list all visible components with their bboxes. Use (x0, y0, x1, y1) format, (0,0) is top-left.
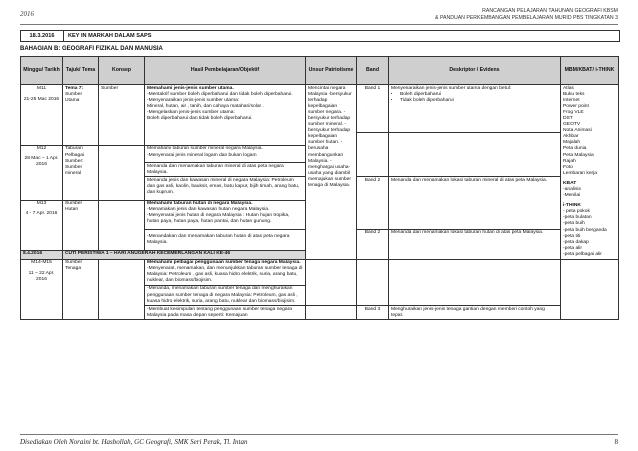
week-label: M13 (36, 201, 47, 207)
outcome-line: -Menamakan jenis dan kawasan hutan negara Malaysia. (147, 207, 270, 213)
outcome-title: Memahami jenis-jenis sumber utama. (147, 85, 234, 91)
date-bar-date: 18.3.2016 (21, 31, 64, 41)
descriptor-bullet: • Tidak boleh diperbaharui (400, 98, 558, 104)
outcome-line: Mineral, hutan, air , tanih, dan cahaya matahari/solar . (147, 103, 264, 109)
concept-m11: Sumber (99, 85, 145, 146)
outcome-line: -Mengelaskan jenis-jenis sumber utama: (147, 109, 235, 115)
lesson-plan-table (20, 56, 619, 320)
week-dates: 28 Mac – 1 Apr. 2016 (24, 155, 59, 167)
descriptor-band-3: Menghuraikan jenis-jenis tenaga gantian dengan memberi contoh yang tepat. (389, 306, 561, 320)
week-label: M14-M15 (31, 260, 52, 266)
outcome-line: -Menyenaraikan jenis-jenis sumber utama: (147, 97, 240, 103)
band-empty (357, 133, 389, 177)
header-year: 2016 (20, 10, 34, 18)
kbat-item: -analisis (563, 187, 581, 192)
descriptor-text: Menyenaraikan jenis-jenis sumber utama dengan betul: (391, 85, 512, 91)
table-row (21, 85, 619, 133)
outcome-m14 (145, 259, 306, 285)
resource-item: Majalah (563, 140, 581, 146)
page-number: 8 (614, 438, 618, 446)
patriotic-empty (306, 259, 357, 306)
holiday-title: CUTI PERISTIWA 1 – HARI ANUGERAH KECEMERLANGAN KALI KE-46 (63, 250, 306, 259)
descriptor-band-1 (389, 85, 561, 133)
resource-item: Nota Animasi (563, 128, 592, 134)
ithink-item: - peta pokok (563, 209, 590, 215)
topic-theme: Tema 7: (65, 85, 84, 91)
ithink-item: -peta buih berganda (563, 227, 607, 233)
outcome-title: Memahami taburan hutan di negara Malaysia. (147, 201, 253, 207)
header-patriotic: Unsur Patriotisme (306, 57, 357, 85)
header-topic: Tajuk/ Tema (63, 57, 99, 85)
resource-item: Peta Malaysia (563, 152, 594, 158)
patriotic-cell: Mencintai negara Malaysia -bersyukur terhadap kepelbagaian sumber negara. -bersyukur terhadap sumber mineral. -bersyukur terhadap kepelbagaian sumber hutan. -berusaha membangunkan Malaysia. -menghargai usaha-usaha yang diambil memajukan sumber tenaga di Malaysia. (306, 85, 357, 260)
resource-item: Lembaran kerja (563, 170, 597, 176)
resource-item: Peta dunia (563, 146, 587, 152)
header-outcome: Hasil Pembelajaran/Objektif (145, 57, 306, 85)
week-m13 (21, 200, 63, 250)
topic-line: Hutan (65, 207, 79, 213)
ithink-item: -peta pelbagai alir (563, 251, 602, 257)
header-band: Band (357, 57, 389, 85)
holiday-date: 8.4.2016 (21, 250, 63, 259)
descriptor-empty (389, 133, 561, 177)
ithink-title: i-THINK (563, 203, 581, 209)
band-empty (357, 259, 389, 306)
topic-line: Pelbagai (65, 152, 85, 158)
descriptor-bullet: • Boleh diperbaharui (400, 92, 558, 98)
topic-m14 (63, 259, 99, 320)
outcome-m14b: -Menanda, menamakan taburan sumber tenaga dan menghuraikan penggunaan sumber tenaga di negara Malaysia: Petroleum, gas asli , kuasa hidro elektrik, suria, arang batu, nuklear dan biomass/biojisim. (145, 285, 306, 305)
header-resources: MBM/KBAT/ i-THINK (561, 57, 619, 85)
topic-line: Sumber: (65, 158, 84, 164)
week-m14 (21, 259, 63, 320)
resource-item: Foto (563, 164, 573, 170)
resource-item: Internet (563, 97, 580, 103)
band-1: Band 1 (357, 85, 389, 133)
outcome-m13-map: -Menandakan dan menamakan taburan hutan di atas peta negara Malaysia. (145, 229, 306, 250)
footer-rule (20, 434, 618, 435)
descriptor-band-2a: Menanda dan menamakan lokasi taburan mineral di atas peta Malaysia. (389, 177, 561, 230)
ithink-item: -peta bulatan (563, 215, 592, 221)
outcome-m11 (145, 85, 306, 146)
week-m11 (21, 85, 63, 146)
week-dates: 4 - 7 Apr. 2016 (25, 211, 58, 217)
outcome-m12a (145, 145, 306, 162)
header-title-line1: RANCANGAN PELAJARAN TAHUNAN GEOGRAFI KBSM (482, 8, 618, 14)
band-2a: Band 2 (357, 177, 389, 230)
week-label: M11 (36, 85, 47, 91)
header-title-line2: & PANDUAN PERKEMBANGAN PEMBELAJARAN MURID PBS TINGKATAN 3 (435, 15, 618, 21)
outcome-m12d: Menanda jenis dan kawasan mineral di negara Malaysia: Petroleum dan gas asli, kaolin, bauksit, emas, batu kapur, bijih timah, arang batu, dan kuprum. (145, 177, 306, 200)
outcome-m14c: -Membuat kesimpulan tentang penggunaan sumber tenaga negara Malaysia pada masa depan seperti: Kemajuan (145, 306, 306, 320)
outcome-line: Memahami taburan sumber mineral negara Malaysia. (147, 146, 263, 152)
topic-line: Sumber (65, 164, 83, 170)
table-header-row (21, 57, 619, 85)
topic-line: Tenaga (65, 266, 82, 272)
resource-item: Frog VLE (563, 109, 584, 115)
week-dates: 11 – 22 Apr. 2016 (28, 271, 55, 283)
resource-item: Rajah (563, 158, 576, 164)
table-row (21, 259, 619, 285)
section-title: BAHAGIAN B: GEOGRAFI FIZIKAL DAN MANUSIA (20, 46, 163, 52)
outcome-line: -Mentakrif sumber boleh diperbaharui dan tidak boleh diperbaharui. (147, 91, 293, 97)
concept-m12 (99, 145, 145, 200)
date-bar-title: KEY IN MARKAH DALAM SAPS (68, 33, 152, 39)
topic-line: Sumber (65, 260, 83, 266)
band-2b: Band 2 (357, 229, 389, 259)
band-3: Band 3 (357, 306, 389, 320)
resource-item: Akhbar (563, 134, 579, 140)
outcome-line: -Menyenarai jenis mineral logam dan bukan logam (147, 152, 257, 158)
resources-cell (561, 85, 619, 260)
ithink-item: -peta alir (563, 245, 583, 251)
topic-name: Sumber Utama (65, 91, 83, 103)
footer-credit: Disediakan Oleh Noraini bt. Hasbollah, GC Geografi, SMK Seri Perak, Tl. Intan (20, 438, 248, 446)
outcome-title: Memahami pelbagai penggunaan sumber tenaga negara Malaysia. (147, 260, 301, 266)
week-dates: 21-25 Mac 2016 (23, 96, 60, 102)
footer (20, 438, 618, 446)
week-label: M12 (36, 146, 47, 152)
resource-item: Power point (563, 103, 589, 109)
kbat-title: KBAT (563, 180, 577, 186)
resource-item: DST (563, 115, 573, 121)
ithink-item: -peta titi (563, 233, 581, 239)
outcome-line: -MenyenaraI, menamakan, dan menunjukkan taburan sumber tenaga di Malaysia: Petroleum , gas asli, kuasa hidro elektrik, suria, arang batu, nuklear, dan biomass/biojisim. (147, 266, 303, 284)
ithink-item: -peta dakap (563, 239, 589, 245)
header-rule (20, 24, 618, 25)
outcome-line: -Menyenarai jenis hutan di negara Malaysia : Hutan hujan tropika, hutan paya, hutan paya, hutan pantai, dan hutan gunung. (147, 213, 290, 225)
topic-line: Sumber (65, 201, 83, 207)
concept-m14 (99, 259, 145, 320)
kbat-item: -Menilai (563, 193, 581, 199)
topic-m12 (63, 145, 99, 200)
outcome-m12c: Menanda dan menamakan taburan mineral di atas peta negara Malaysia. (145, 163, 306, 177)
outcome-line: Boleh diperbaharui dan tidak boleh diperbaharui. (147, 115, 253, 121)
topic-m13 (63, 200, 99, 250)
descriptor-band-2b: Menanda dan menamakan lokasi taburan hutan di atas peta Malaysia. (389, 229, 561, 259)
date-bar (20, 30, 620, 42)
header-concept: Konsep (99, 57, 145, 85)
header-descriptor: Deskriptor / Evidens (389, 57, 561, 85)
resource-item: GEOTV (563, 122, 581, 128)
resource-item: Buku teks (563, 91, 585, 97)
topic-line: mineral (65, 170, 82, 176)
outcome-m13 (145, 200, 306, 229)
concept-m13 (99, 200, 145, 250)
descriptor-empty (389, 259, 561, 306)
header-title (435, 8, 618, 22)
topic-line: Taburan (65, 146, 83, 152)
week-m12 (21, 145, 63, 200)
patriotic-empty (306, 306, 357, 320)
ithink-item: -peta buih (563, 221, 585, 227)
header-week: Minggu/ Tarikh (21, 57, 63, 85)
resource-item: Atlas (563, 85, 574, 91)
resources-empty (561, 259, 619, 320)
topic-m11 (63, 85, 99, 146)
